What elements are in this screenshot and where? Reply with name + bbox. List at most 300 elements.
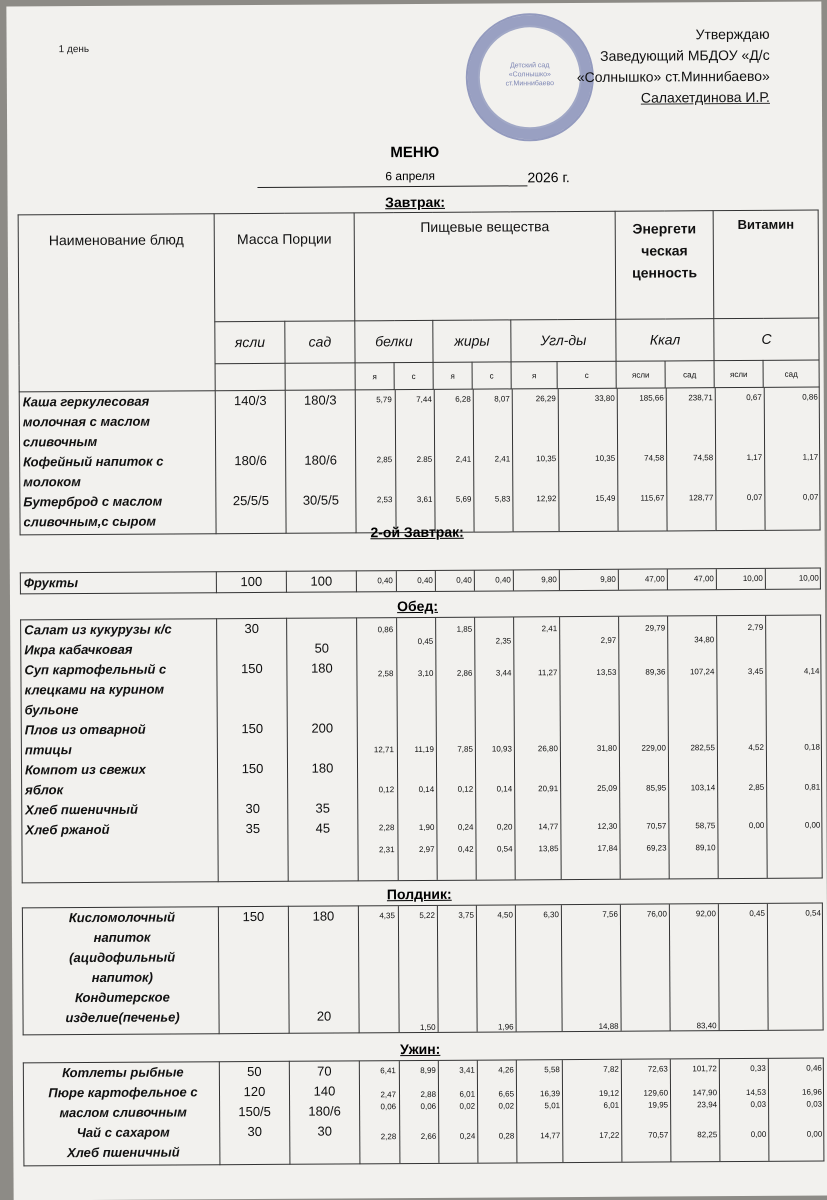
mass-value: 45 xyxy=(315,820,331,836)
mass-value: 180/6 xyxy=(234,452,267,469)
mass-value: 30 xyxy=(244,620,259,637)
nutrient-value: 23,94 xyxy=(697,1100,718,1110)
nutrient-value: 128,77 xyxy=(688,493,714,503)
dish-line: Икра кабачковая xyxy=(24,641,133,658)
lunch-table xyxy=(20,615,823,884)
dish-line: Каша геркулесовая xyxy=(22,393,150,410)
nutrient-value: 17,22 xyxy=(599,1130,620,1140)
nutrient-value: 115,67 xyxy=(640,493,665,503)
menu-date: 6 апреля xyxy=(385,168,436,184)
nutrient-value: 0,00 xyxy=(748,820,765,830)
dish-line: клецками на курином xyxy=(24,681,165,698)
nutrient-column xyxy=(357,571,396,591)
nutrient-value: 0,14 xyxy=(418,784,435,794)
header-zhiry: жиры xyxy=(433,320,511,363)
nutrient-value: 5,22 xyxy=(419,910,435,920)
dinner-sad-cell xyxy=(289,1061,360,1164)
second-breakfast-numbers xyxy=(357,569,820,592)
nutrient-value: 3,41 xyxy=(459,1065,475,1075)
header-dish-name: Наименование блюд xyxy=(18,214,215,392)
nutrient-value: 9,80 xyxy=(541,575,557,585)
nutrient-column xyxy=(398,906,439,1032)
nutrient-value: 0,54 xyxy=(496,844,513,854)
nutrient-column xyxy=(621,1059,672,1161)
nutrient-value: 14,53 xyxy=(745,1087,767,1098)
nutrient-value: 0,06 xyxy=(380,1102,397,1112)
dish-line: Хлеб пшеничный xyxy=(25,801,138,818)
nutrient-value: 34,80 xyxy=(694,635,715,645)
nutrient-column xyxy=(617,388,668,530)
sub-kcal-sad: сад xyxy=(665,361,714,388)
nutrient-column xyxy=(559,617,621,879)
mass-value xyxy=(288,778,357,798)
header-vitamin: Витамин xyxy=(713,210,819,318)
mass-value: 150 xyxy=(241,720,264,737)
section-lunch: Обед: xyxy=(397,597,439,615)
mass-value: 30 xyxy=(247,1123,263,1140)
dish-line: птицы xyxy=(24,742,72,758)
nutrient-value: 19,12 xyxy=(598,1088,620,1098)
dish-line: яблок xyxy=(25,782,64,798)
nutrient-value: 4,50 xyxy=(497,910,513,920)
mass-value xyxy=(219,987,288,1007)
mass-value: 30 xyxy=(245,800,261,817)
mass-value xyxy=(218,699,287,719)
dish-line: бульоне xyxy=(24,702,79,718)
nutrient-value: 89,10 xyxy=(695,843,716,853)
mass-value: 20 xyxy=(316,1008,332,1024)
dish-line: сливочным xyxy=(22,433,98,450)
lunch-dish-cell xyxy=(21,619,219,883)
nutrient-value: 11,19 xyxy=(414,744,434,755)
mass-value: 35 xyxy=(315,800,331,816)
lunch-nutrient-cells xyxy=(357,615,823,881)
mass-value: 30 xyxy=(317,1123,333,1139)
nutrient-value: 2.85 xyxy=(416,454,433,465)
dinner-yasli-cell xyxy=(219,1061,290,1164)
breakfast-table xyxy=(18,210,821,536)
sub-zhiry-ya: я xyxy=(433,363,472,390)
nutrient-value: 26,80 xyxy=(537,744,558,754)
mass-value xyxy=(219,947,288,967)
sub-belki-ya: я xyxy=(355,363,394,390)
header-vit-c: С xyxy=(714,318,819,361)
nutrient-value: 185,66 xyxy=(639,393,664,403)
approval-line-3: «Солнышко» ст.Миннибаево» xyxy=(576,67,770,86)
dish-line: напиток xyxy=(93,929,151,945)
dish-line: Бутерброд с маслом xyxy=(23,493,163,510)
nutrient-column xyxy=(474,570,514,590)
nutrient-value: 4,35 xyxy=(379,911,395,921)
nutrient-column xyxy=(618,616,670,878)
nutrient-column xyxy=(515,905,563,1031)
nutrient-column xyxy=(715,388,766,530)
nutrient-value: 0,07 xyxy=(746,492,763,502)
breakfast-dish-cell xyxy=(19,391,216,535)
nutrient-column xyxy=(437,906,478,1032)
nutrient-value: 12,30 xyxy=(597,821,618,831)
nutrient-value: 13,85 xyxy=(538,844,559,854)
nutrient-column xyxy=(558,389,619,531)
sub-vit-yasli: ясли xyxy=(714,361,763,388)
nutrient-value: 0,07 xyxy=(802,492,819,502)
nutrient-column xyxy=(512,389,560,531)
nutrient-column xyxy=(716,569,766,589)
lunch-yasli-cell xyxy=(217,618,289,881)
mass-value: 150 xyxy=(241,760,264,777)
nutrient-value: 2,41 xyxy=(541,624,558,634)
nutrient-value: 129,60 xyxy=(643,1088,669,1098)
nutrient-value: 0,81 xyxy=(804,782,821,792)
mass-value: 70 xyxy=(317,1063,332,1079)
nutrient-value: 29,79 xyxy=(645,623,666,633)
dish-line: Суп картофельный с xyxy=(24,661,167,678)
sub-ugl-s: с xyxy=(557,362,616,389)
nutrient-value: 14,88 xyxy=(598,1021,619,1031)
nutrient-value: 2,97 xyxy=(418,844,435,854)
sub-ugl-ya: я xyxy=(511,362,557,389)
nutrient-value: 101,72 xyxy=(692,1064,717,1074)
mass-value xyxy=(289,966,358,986)
nutrient-value: 3,10 xyxy=(417,668,434,678)
nutrient-value: 0,45 xyxy=(749,908,765,918)
mass-value xyxy=(288,738,357,758)
nutrient-value: 17,84 xyxy=(597,843,618,853)
nutrient-value: 47,00 xyxy=(693,574,714,584)
nutrient-value: 229,00 xyxy=(641,743,666,753)
nutrient-value: 0,86 xyxy=(377,625,394,635)
breakfast-yasli-cell xyxy=(215,390,286,533)
dish-line: Пюре картофельное с xyxy=(48,1084,198,1101)
nutrient-column xyxy=(768,1059,826,1161)
nutrient-column xyxy=(356,390,396,532)
mass-value: 180 xyxy=(311,660,333,676)
nutrient-value: 147,90 xyxy=(692,1088,718,1098)
page-title: МЕНЮ xyxy=(390,143,440,162)
nutrient-column xyxy=(438,1061,479,1163)
nutrient-value: 238,71 xyxy=(688,393,713,403)
second-breakfast-table xyxy=(20,568,821,595)
mass-value: 25/5/5 xyxy=(232,492,270,509)
nutrient-value: 0,54 xyxy=(805,908,821,918)
mass-value xyxy=(216,471,285,491)
header-belki: белки xyxy=(355,320,433,363)
header-kcal: Ккал xyxy=(616,318,714,361)
nutrient-value: 92,00 xyxy=(695,909,716,919)
nutrient-value: 2,85 xyxy=(748,782,765,792)
mass-value: 50 xyxy=(247,1063,262,1080)
nutrient-value: 4,52 xyxy=(748,742,764,752)
nutrient-value: 2,41 xyxy=(455,454,472,464)
nutrient-value: 7,56 xyxy=(602,909,618,919)
mass-value: 180 xyxy=(312,908,335,924)
nutrient-column xyxy=(667,569,717,589)
lunch-sad-cell xyxy=(287,618,359,881)
mass-value xyxy=(220,1142,289,1162)
nutrient-value: 4,26 xyxy=(498,1065,514,1075)
mass-value xyxy=(286,430,355,450)
dish-line: напиток) xyxy=(91,969,153,985)
nutrient-value: 2,79 xyxy=(747,622,764,632)
nutrient-value: 14,77 xyxy=(540,1131,561,1141)
nutrient-value: 5,01 xyxy=(544,1101,561,1111)
mass-value: 50 xyxy=(314,640,330,656)
nutrient-column xyxy=(477,1060,518,1162)
nutrient-column xyxy=(716,616,768,878)
nutrient-value: 107,24 xyxy=(689,667,715,677)
mass-value: 120 xyxy=(243,1083,266,1100)
snack-numbers xyxy=(359,904,823,1033)
nutrient-value: 3,44 xyxy=(495,668,512,678)
nutrient-value: 8,99 xyxy=(420,1065,436,1075)
header-ugl: Угл-ды xyxy=(511,319,616,362)
nutrient-value: 2,53 xyxy=(376,495,393,505)
nutrient-column xyxy=(399,1061,440,1163)
nutrient-value: 5,83 xyxy=(494,494,511,504)
mass-value xyxy=(219,927,288,947)
snack-dish-cell xyxy=(22,907,219,1035)
nutrient-column xyxy=(360,1061,400,1163)
section-breakfast: Завтрак: xyxy=(385,193,446,211)
nutrient-column xyxy=(435,571,475,591)
nutrient-value: 1,90 xyxy=(418,822,435,832)
nutrient-value: 70,57 xyxy=(646,821,667,831)
mass-value: 30/5/5 xyxy=(302,492,340,508)
menu-year: 2026 г. xyxy=(527,169,570,186)
snack-sad-cell xyxy=(288,906,359,1033)
nutrient-value: 10,93 xyxy=(491,744,512,754)
mass-value xyxy=(216,411,285,431)
mass-value: 180 xyxy=(311,760,334,776)
nutrient-value: 10,00 xyxy=(798,573,819,583)
nutrient-value: 76,00 xyxy=(646,909,667,919)
nutrient-value: 6,41 xyxy=(380,1066,396,1076)
mass-value xyxy=(287,618,356,638)
nutrient-value: 19,95 xyxy=(648,1100,669,1110)
mass-value: 140/3 xyxy=(233,392,267,409)
second-breakfast-nutrient-cells xyxy=(356,568,820,592)
mass-value xyxy=(217,679,286,699)
mass-value xyxy=(219,1007,288,1027)
nutrient-value: 12,71 xyxy=(373,745,394,755)
yasli-spacer xyxy=(215,364,285,391)
nutrient-value: 0,03 xyxy=(806,1099,823,1109)
nutrient-value: 2,28 xyxy=(380,1132,397,1142)
nutrient-value: 0,18 xyxy=(804,742,820,752)
nutrient-column xyxy=(618,569,668,589)
nutrient-value: 69,23 xyxy=(646,843,667,853)
section-second-breakfast: 2-ой Завтрак: xyxy=(370,523,464,541)
nutrient-column xyxy=(765,569,822,589)
nutrient-column xyxy=(434,390,475,532)
dinner-numbers xyxy=(360,1059,824,1164)
nutrient-column xyxy=(513,570,560,590)
nutrient-value: 3,45 xyxy=(747,666,764,676)
day-label: 1 день xyxy=(58,43,90,56)
mass-value xyxy=(286,470,355,490)
nutrient-value: 1,17 xyxy=(802,452,819,462)
nutrient-value: 0,02 xyxy=(459,1101,476,1111)
dinner-dish-cell xyxy=(23,1062,220,1166)
nutrient-value: 103,14 xyxy=(690,783,716,793)
mass-value: 150 xyxy=(242,908,265,925)
nutrient-column xyxy=(357,618,398,880)
mass-value xyxy=(286,410,355,430)
lunch-numbers xyxy=(357,616,822,881)
dish-line: Хлеб пшеничный xyxy=(66,1144,180,1161)
nutrient-value: 74,58 xyxy=(693,453,714,463)
nutrient-value: 10,00 xyxy=(742,573,763,584)
nutrient-value: 2,88 xyxy=(420,1089,437,1099)
nutrient-value: 85,95 xyxy=(646,783,667,793)
nutrient-value: 0,12 xyxy=(378,785,395,795)
nutrient-value: 6,28 xyxy=(455,394,471,404)
nutrient-value: 12,92 xyxy=(536,494,557,504)
mass-value xyxy=(287,678,356,698)
nutrient-value: 70,57 xyxy=(648,1130,669,1140)
second-breakfast-sad: 100 xyxy=(286,571,356,592)
dish-line: Салат из кукурузы к/с xyxy=(24,621,172,638)
nutrient-value: 0,40 xyxy=(495,575,511,585)
nutrient-column xyxy=(559,570,619,590)
nutrient-column xyxy=(767,904,825,1030)
nutrient-value: 47,00 xyxy=(644,574,665,584)
mass-value xyxy=(218,739,287,759)
nutrient-column xyxy=(516,1060,564,1162)
nutrient-value: 2,47 xyxy=(380,1090,397,1100)
sub-vit-sad: сад xyxy=(763,360,819,387)
nutrient-value: 82,25 xyxy=(697,1130,718,1140)
mass-value: 180/6 xyxy=(304,452,337,468)
nutrient-column xyxy=(669,904,720,1030)
nutrient-value: 6,30 xyxy=(543,910,559,920)
nutrient-value: 0,03 xyxy=(750,1099,767,1109)
dish-line: изделие(печенье) xyxy=(65,1009,180,1026)
nutrient-value: 2,86 xyxy=(456,668,473,678)
dish-line: Кондитерское xyxy=(74,989,170,1006)
mass-value: 180/6 xyxy=(308,1103,341,1119)
nutrient-value: 14,77 xyxy=(538,822,559,832)
dish-line: молоком xyxy=(23,474,81,490)
nutrient-value: 0,33 xyxy=(750,1063,766,1073)
nutrient-value: 6,01 xyxy=(459,1089,476,1099)
nutrient-column xyxy=(620,904,671,1030)
nutrient-value: 2,35 xyxy=(495,636,512,646)
nutrient-value: 5,69 xyxy=(455,494,472,504)
snack-yasli-cell xyxy=(218,906,289,1033)
nutrient-value: 0,40 xyxy=(417,575,433,586)
mass-value xyxy=(288,698,357,718)
dish-line: молочная с маслом xyxy=(22,413,151,430)
nutrient-value: 2,41 xyxy=(494,454,511,464)
nutrient-value: 6,01 xyxy=(603,1100,620,1110)
dish-line: (ацидофильный xyxy=(69,949,176,966)
nutrient-value: 7,85 xyxy=(457,744,473,754)
nutrient-value: 15,49 xyxy=(595,493,616,503)
nutrient-value: 13,53 xyxy=(596,667,617,677)
mass-value: 200 xyxy=(311,720,334,736)
nutrient-column xyxy=(765,616,824,878)
nutrient-value: 282,55 xyxy=(690,743,715,753)
nutrient-value: 89,36 xyxy=(645,667,666,677)
dish-line: Хлеб ржаной xyxy=(25,821,110,838)
dish-line: Кисломолочный xyxy=(68,909,176,926)
nutrient-column xyxy=(666,388,717,530)
nutrient-value: 2,58 xyxy=(377,669,394,679)
mass-value xyxy=(289,926,358,946)
nutrient-value: 9,80 xyxy=(600,574,616,584)
nutrient-column xyxy=(513,617,562,879)
nutrient-value: 16,39 xyxy=(539,1089,561,1099)
nutrient-value: 8,07 xyxy=(494,394,510,404)
section-dinner: Ужин: xyxy=(400,1040,441,1058)
nutrient-value: 2,66 xyxy=(420,1131,437,1141)
nutrient-value: 0,24 xyxy=(457,822,474,832)
nutrient-column xyxy=(561,905,622,1031)
nutrient-column xyxy=(764,388,822,530)
dish-line: Кофейный напиток с xyxy=(23,453,164,470)
nutrient-value: 20,91 xyxy=(538,784,559,794)
sub-belki-s: с xyxy=(394,363,433,390)
second-breakfast-dish: Фрукты xyxy=(20,572,216,594)
nutrient-value: 0,06 xyxy=(420,1101,437,1111)
nutrient-value: 3,75 xyxy=(458,910,474,920)
mass-value: 140 xyxy=(313,1083,336,1099)
nutrient-value: 0,14 xyxy=(496,784,513,794)
nutrient-value: 0,28 xyxy=(498,1131,515,1141)
header-yasli: ясли xyxy=(215,321,285,364)
nutrient-column xyxy=(396,618,438,880)
nutrient-value: 6,65 xyxy=(498,1089,515,1099)
stamp-text: Детский сад «Солнышко» ст.Миннибаево xyxy=(505,62,555,88)
approval-line-2: Заведующий МБДОУ «Д/с xyxy=(600,46,770,64)
nutrient-value: 1,96 xyxy=(497,1022,514,1032)
nutrient-value: 10,35 xyxy=(536,454,557,464)
mass-value xyxy=(219,967,288,987)
section-snack: Полдник: xyxy=(386,885,452,903)
approval-signature: Салахетдинова И.Р. xyxy=(640,88,770,106)
nutrient-value: 0,00 xyxy=(806,1129,823,1139)
sub-zhiry-s: с xyxy=(472,362,511,389)
nutrient-column xyxy=(719,1059,770,1161)
nutrient-column xyxy=(670,1059,721,1161)
nutrient-value: 0,00 xyxy=(804,820,821,830)
nutrient-value: 3,61 xyxy=(416,494,433,505)
nutrient-value: 4,14 xyxy=(803,666,820,676)
approval-block xyxy=(577,24,770,109)
official-stamp xyxy=(465,13,594,142)
nutrient-value: 0,42 xyxy=(457,844,474,854)
nutrient-column xyxy=(473,389,514,531)
nutrient-value: 0,00 xyxy=(750,1129,767,1139)
sad-spacer xyxy=(285,363,355,390)
nutrient-column xyxy=(359,906,399,1032)
nutrient-column xyxy=(476,905,517,1031)
nutrient-column xyxy=(396,571,436,591)
nutrient-value: 72,63 xyxy=(647,1064,668,1074)
nutrient-value: 0,24 xyxy=(459,1131,476,1141)
nutrient-column xyxy=(474,617,516,879)
nutrient-column xyxy=(562,1060,623,1162)
nutrient-value: 33,80 xyxy=(594,393,615,403)
header-nutrients: Пищевые вещества xyxy=(354,211,616,320)
breakfast-nutrient-cells xyxy=(355,387,820,533)
nutrient-value: 2,85 xyxy=(376,455,393,465)
dish-line: маслом сливочным xyxy=(59,1104,187,1121)
dinner-nutrient-cells xyxy=(359,1058,824,1164)
mass-value: 180/3 xyxy=(303,392,337,408)
nutrient-value: 0,20 xyxy=(496,822,513,832)
